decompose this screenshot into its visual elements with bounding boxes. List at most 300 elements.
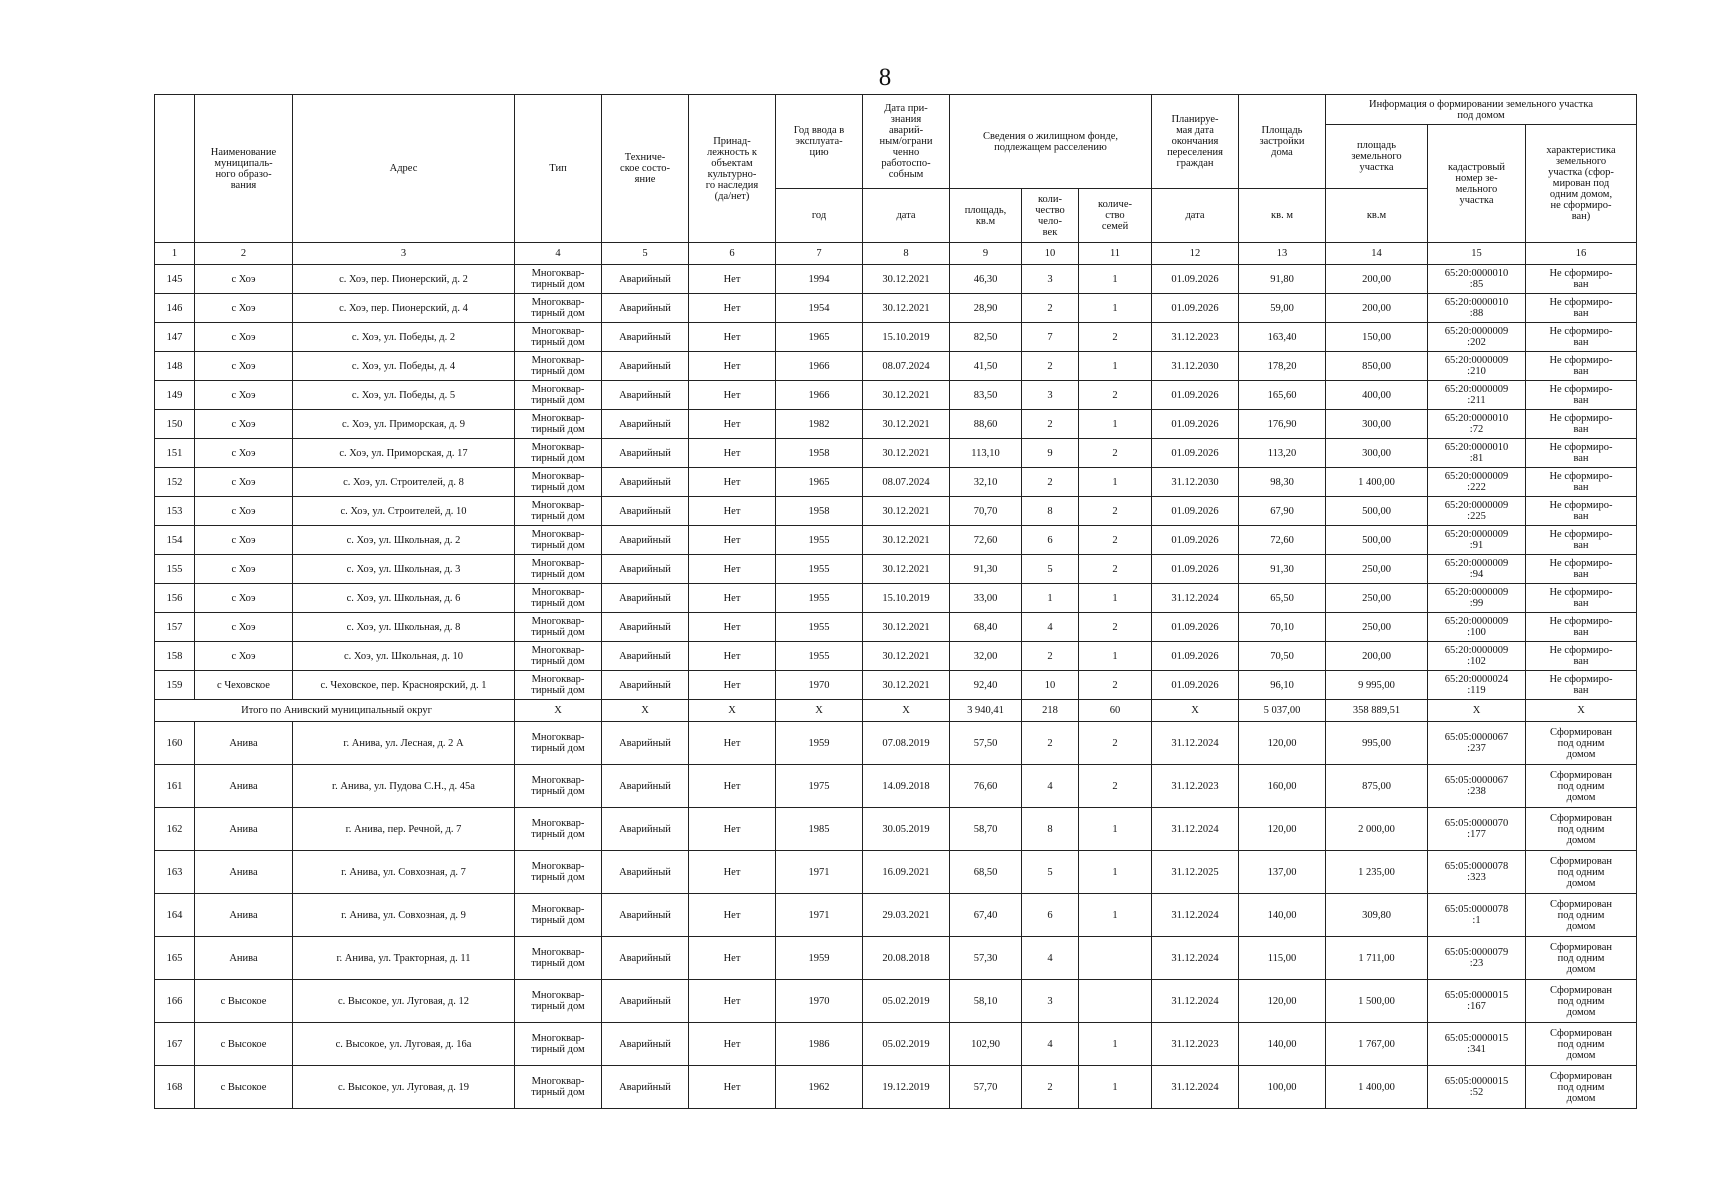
planned-date: 01.09.2026 (1152, 381, 1239, 410)
people-count: 2 (1022, 468, 1079, 497)
column-number: 6 (689, 243, 776, 265)
building-type: Многоквар- тирный дом (515, 1066, 602, 1109)
living-area: 28,90 (950, 294, 1022, 323)
people-count: 6 (1022, 526, 1079, 555)
heritage-flag: Нет (689, 937, 776, 980)
families-count: 1 (1079, 851, 1152, 894)
row-number: 157 (155, 613, 195, 642)
families-count (1079, 937, 1152, 980)
municipality: с Высокое (195, 1066, 293, 1109)
commission-year: 1955 (776, 642, 863, 671)
planned-date: 31.12.2024 (1152, 584, 1239, 613)
total-land-area: 358 889,51 (1326, 700, 1428, 722)
address: с. Чеховское, пер. Красноярский, д. 1 (293, 671, 515, 700)
people-count: 2 (1022, 1066, 1079, 1109)
building-type: Многоквар- тирный дом (515, 980, 602, 1023)
building-type: Многоквар- тирный дом (515, 808, 602, 851)
total-area: 3 940,41 (950, 700, 1022, 722)
column-number: 2 (195, 243, 293, 265)
table-row (155, 294, 1637, 323)
building-type: Многоквар- тирный дом (515, 381, 602, 410)
total-people: 218 (1022, 700, 1079, 722)
header-land-characteristic: характеристика земельного участка (сфор- мирован под одним домом, не сформиро- ван) (1526, 125, 1637, 243)
address: с. Хоэ, ул. Приморская, д. 17 (293, 439, 515, 468)
building-type: Многоквар- тирный дом (515, 613, 602, 642)
table-row (155, 613, 1637, 642)
municipality: с Высокое (195, 1023, 293, 1066)
emergency-date: 07.08.2019 (863, 722, 950, 765)
families-count: 2 (1079, 381, 1152, 410)
technical-state: Аварийный (602, 765, 689, 808)
people-count: 9 (1022, 439, 1079, 468)
cadastral-number: 65:05:0000015 :52 (1428, 1066, 1526, 1109)
building-area: 165,60 (1239, 381, 1326, 410)
emergency-date: 30.12.2021 (863, 526, 950, 555)
table-row (155, 526, 1637, 555)
building-area: 115,00 (1239, 937, 1326, 980)
header-type: Тип (515, 95, 602, 243)
building-area: 140,00 (1239, 1023, 1326, 1066)
technical-state: Аварийный (602, 439, 689, 468)
address: с. Хоэ, пер. Пионерский, д. 2 (293, 265, 515, 294)
land-area: 500,00 (1326, 497, 1428, 526)
land-status: Не сформиро- ван (1526, 613, 1637, 642)
address: с. Хоэ, ул. Победы, д. 4 (293, 352, 515, 381)
emergency-date: 15.10.2019 (863, 584, 950, 613)
building-type: Многоквар- тирный дом (515, 894, 602, 937)
row-number: 150 (155, 410, 195, 439)
living-area: 70,70 (950, 497, 1022, 526)
header-address: Адрес (293, 95, 515, 243)
families-count: 1 (1079, 894, 1152, 937)
municipality: Анива (195, 765, 293, 808)
land-area: 1 400,00 (1326, 1066, 1428, 1109)
people-count: 3 (1022, 265, 1079, 294)
table-row (155, 497, 1637, 526)
commission-year: 1959 (776, 937, 863, 980)
cadastral-number: 65:20:0000009 :91 (1428, 526, 1526, 555)
planned-date: 01.09.2026 (1152, 671, 1239, 700)
people-count: 2 (1022, 410, 1079, 439)
building-type: Многоквар- тирный дом (515, 851, 602, 894)
commission-year: 1962 (776, 1066, 863, 1109)
address: г. Анива, ул. Пудова С.Н., д. 45а (293, 765, 515, 808)
planned-date: 31.12.2023 (1152, 765, 1239, 808)
header-technical-state: Техниче- ское состо- яние (602, 95, 689, 243)
header-heritage: Принад- лежность к объектам культурно- го наследия (да/нет) (689, 95, 776, 243)
technical-state: Аварийный (602, 497, 689, 526)
cadastral-number: 65:20:0000009 :225 (1428, 497, 1526, 526)
column-number: 8 (863, 243, 950, 265)
heritage-flag: Нет (689, 851, 776, 894)
total-date: X (863, 700, 950, 722)
address: с. Хоэ, ул. Строителей, д. 10 (293, 497, 515, 526)
heritage-flag: Нет (689, 1066, 776, 1109)
planned-date: 31.12.2023 (1152, 1023, 1239, 1066)
row-number: 146 (155, 294, 195, 323)
land-area: 300,00 (1326, 439, 1428, 468)
total-status: X (1526, 700, 1637, 722)
commission-year: 1955 (776, 526, 863, 555)
municipality: с Хоэ (195, 439, 293, 468)
municipality: с Хоэ (195, 381, 293, 410)
cadastral-number: 65:20:0000010 :85 (1428, 265, 1526, 294)
heritage-flag: Нет (689, 894, 776, 937)
building-area: 137,00 (1239, 851, 1326, 894)
planned-date: 01.09.2026 (1152, 439, 1239, 468)
municipality: с Хоэ (195, 497, 293, 526)
commission-year: 1994 (776, 265, 863, 294)
address: г. Анива, ул. Тракторная, д. 11 (293, 937, 515, 980)
table-row (155, 851, 1637, 894)
technical-state: Аварийный (602, 323, 689, 352)
commission-year: 1955 (776, 555, 863, 584)
emergency-date: 08.07.2024 (863, 352, 950, 381)
unit-people: коли- чество чело- век (1022, 189, 1079, 243)
municipality: с Хоэ (195, 642, 293, 671)
building-area: 67,90 (1239, 497, 1326, 526)
land-status: Не сформиро- ван (1526, 323, 1637, 352)
families-count: 2 (1079, 671, 1152, 700)
cadastral-number: 65:20:0000009 :102 (1428, 642, 1526, 671)
header-housing-info: Сведения о жилищном фонде, подлежащем расселению (950, 95, 1152, 189)
unit-date: дата (863, 189, 950, 243)
land-status: Не сформиро- ван (1526, 439, 1637, 468)
land-area: 995,00 (1326, 722, 1428, 765)
living-area: 46,30 (950, 265, 1022, 294)
building-type: Многоквар- тирный дом (515, 642, 602, 671)
land-area: 875,00 (1326, 765, 1428, 808)
families-count: 2 (1079, 765, 1152, 808)
land-area: 500,00 (1326, 526, 1428, 555)
technical-state: Аварийный (602, 381, 689, 410)
emergency-date: 15.10.2019 (863, 323, 950, 352)
land-area: 250,00 (1326, 613, 1428, 642)
planned-date: 31.12.2024 (1152, 808, 1239, 851)
emergency-date: 14.09.2018 (863, 765, 950, 808)
commission-year: 1955 (776, 613, 863, 642)
land-area: 250,00 (1326, 555, 1428, 584)
building-area: 100,00 (1239, 1066, 1326, 1109)
land-status: Сформирован под одним домом (1526, 937, 1637, 980)
living-area: 57,30 (950, 937, 1022, 980)
building-type: Многоквар- тирный дом (515, 352, 602, 381)
families-count: 2 (1079, 555, 1152, 584)
total-building-area: 5 037,00 (1239, 700, 1326, 722)
address: г. Анива, ул. Лесная, д. 2 А (293, 722, 515, 765)
table-row (155, 1066, 1637, 1109)
land-area: 309,80 (1326, 894, 1428, 937)
address: с. Хоэ, ул. Победы, д. 2 (293, 323, 515, 352)
technical-state: Аварийный (602, 613, 689, 642)
living-area: 41,50 (950, 352, 1022, 381)
header-col-1 (155, 95, 195, 243)
building-area: 70,50 (1239, 642, 1326, 671)
header-building-area: Площадь застройки дома (1239, 95, 1326, 189)
total-type: X (515, 700, 602, 722)
land-status: Не сформиро- ван (1526, 642, 1637, 671)
living-area: 92,40 (950, 671, 1022, 700)
land-status: Сформирован под одним домом (1526, 1066, 1637, 1109)
table-row (155, 722, 1637, 765)
planned-date: 31.12.2024 (1152, 980, 1239, 1023)
building-type: Многоквар- тирный дом (515, 410, 602, 439)
unit-plan-date: дата (1152, 189, 1239, 243)
land-area: 200,00 (1326, 294, 1428, 323)
commission-year: 1970 (776, 671, 863, 700)
emergency-date: 30.12.2021 (863, 613, 950, 642)
land-status: Сформирован под одним домом (1526, 808, 1637, 851)
row-number: 161 (155, 765, 195, 808)
building-type: Многоквар- тирный дом (515, 722, 602, 765)
table-row (155, 410, 1637, 439)
cadastral-number: 65:05:0000015 :167 (1428, 980, 1526, 1023)
planned-date: 01.09.2026 (1152, 497, 1239, 526)
people-count: 4 (1022, 765, 1079, 808)
header-cadastral-number: кадастровый номер зе- мельного участка (1428, 125, 1526, 243)
planned-date: 31.12.2024 (1152, 894, 1239, 937)
table-header (155, 95, 1637, 243)
planned-date: 31.12.2030 (1152, 468, 1239, 497)
emergency-date: 30.12.2021 (863, 671, 950, 700)
people-count: 7 (1022, 323, 1079, 352)
address: с. Хоэ, ул. Школьная, д. 2 (293, 526, 515, 555)
heritage-flag: Нет (689, 526, 776, 555)
living-area: 58,10 (950, 980, 1022, 1023)
address: с. Высокое, ул. Луговая, д. 16а (293, 1023, 515, 1066)
emergency-date: 30.12.2021 (863, 497, 950, 526)
commission-year: 1954 (776, 294, 863, 323)
families-count: 2 (1079, 722, 1152, 765)
address: г. Анива, ул. Совхозная, д. 9 (293, 894, 515, 937)
technical-state: Аварийный (602, 937, 689, 980)
families-count (1079, 980, 1152, 1023)
people-count: 2 (1022, 722, 1079, 765)
families-count: 2 (1079, 497, 1152, 526)
building-area: 120,00 (1239, 722, 1326, 765)
people-count: 1 (1022, 584, 1079, 613)
land-status: Сформирован под одним домом (1526, 1023, 1637, 1066)
families-count: 1 (1079, 642, 1152, 671)
address: с. Хоэ, ул. Школьная, д. 10 (293, 642, 515, 671)
commission-year: 1955 (776, 584, 863, 613)
row-number: 149 (155, 381, 195, 410)
row-number: 165 (155, 937, 195, 980)
commission-year: 1986 (776, 1023, 863, 1066)
building-area: 72,60 (1239, 526, 1326, 555)
column-number: 10 (1022, 243, 1079, 265)
header-commission-year: Год ввода в эксплуата- цию (776, 95, 863, 189)
total-heritage: X (689, 700, 776, 722)
municipality: Анива (195, 722, 293, 765)
commission-year: 1975 (776, 765, 863, 808)
building-area: 113,20 (1239, 439, 1326, 468)
technical-state: Аварийный (602, 980, 689, 1023)
building-area: 120,00 (1239, 808, 1326, 851)
living-area: 33,00 (950, 584, 1022, 613)
building-area: 65,50 (1239, 584, 1326, 613)
municipality: с Хоэ (195, 323, 293, 352)
municipality: Анива (195, 851, 293, 894)
people-count: 2 (1022, 294, 1079, 323)
commission-year: 1970 (776, 980, 863, 1023)
planned-date: 01.09.2026 (1152, 526, 1239, 555)
heritage-flag: Нет (689, 613, 776, 642)
cadastral-number: 65:20:0000024 :119 (1428, 671, 1526, 700)
column-number-row (155, 243, 1637, 265)
column-number: 9 (950, 243, 1022, 265)
emergency-date: 05.02.2019 (863, 1023, 950, 1066)
unit-sq-m: кв. м (1239, 189, 1326, 243)
address: с. Хоэ, ул. Школьная, д. 8 (293, 613, 515, 642)
planned-date: 31.12.2024 (1152, 722, 1239, 765)
building-area: 163,40 (1239, 323, 1326, 352)
table-row (155, 439, 1637, 468)
column-number: 3 (293, 243, 515, 265)
families-count: 1 (1079, 1023, 1152, 1066)
people-count: 8 (1022, 497, 1079, 526)
building-area: 178,20 (1239, 352, 1326, 381)
building-type: Многоквар- тирный дом (515, 765, 602, 808)
commission-year: 1966 (776, 352, 863, 381)
column-number: 16 (1526, 243, 1637, 265)
building-type: Многоквар- тирный дом (515, 555, 602, 584)
row-number: 166 (155, 980, 195, 1023)
land-area: 850,00 (1326, 352, 1428, 381)
land-area: 300,00 (1326, 410, 1428, 439)
building-area: 91,30 (1239, 555, 1326, 584)
technical-state: Аварийный (602, 671, 689, 700)
row-number: 167 (155, 1023, 195, 1066)
unit-land-sq-m: кв.м (1326, 189, 1428, 243)
building-type: Многоквар- тирный дом (515, 468, 602, 497)
municipality: с Хоэ (195, 410, 293, 439)
land-status: Не сформиро- ван (1526, 265, 1637, 294)
land-status: Не сформиро- ван (1526, 526, 1637, 555)
land-area: 250,00 (1326, 584, 1428, 613)
technical-state: Аварийный (602, 584, 689, 613)
table-row (155, 671, 1637, 700)
technical-state: Аварийный (602, 642, 689, 671)
heritage-flag: Нет (689, 294, 776, 323)
cadastral-number: 65:05:0000067 :238 (1428, 765, 1526, 808)
building-type: Многоквар- тирный дом (515, 439, 602, 468)
unit-area: площадь, кв.м (950, 189, 1022, 243)
emergency-date: 30.12.2021 (863, 294, 950, 323)
cadastral-number: 65:05:0000015 :341 (1428, 1023, 1526, 1066)
cadastral-number: 65:20:0000009 :99 (1428, 584, 1526, 613)
land-area: 9 995,00 (1326, 671, 1428, 700)
emergency-date: 19.12.2019 (863, 1066, 950, 1109)
municipality: с Хоэ (195, 294, 293, 323)
families-count: 2 (1079, 526, 1152, 555)
building-area: 176,90 (1239, 410, 1326, 439)
table-row (155, 980, 1637, 1023)
table-row (155, 642, 1637, 671)
unit-year: год (776, 189, 863, 243)
commission-year: 1966 (776, 381, 863, 410)
land-status: Не сформиро- ван (1526, 497, 1637, 526)
total-label: Итого по Анивский муниципальный округ (155, 700, 515, 722)
column-number: 13 (1239, 243, 1326, 265)
table-row (155, 937, 1637, 980)
table-row (155, 894, 1637, 937)
table-row (155, 323, 1637, 352)
municipality: с Высокое (195, 980, 293, 1023)
unit-families: количе- ство семей (1079, 189, 1152, 243)
row-number: 156 (155, 584, 195, 613)
land-status: Сформирован под одним домом (1526, 722, 1637, 765)
total-cadastral: X (1428, 700, 1526, 722)
row-number: 163 (155, 851, 195, 894)
people-count: 2 (1022, 352, 1079, 381)
cadastral-number: 65:05:0000078 :1 (1428, 894, 1526, 937)
land-status: Не сформиро- ван (1526, 584, 1637, 613)
column-number: 7 (776, 243, 863, 265)
municipality: с Хоэ (195, 265, 293, 294)
living-area: 88,60 (950, 410, 1022, 439)
table-row (155, 808, 1637, 851)
row-number: 162 (155, 808, 195, 851)
row-number: 160 (155, 722, 195, 765)
technical-state: Аварийный (602, 294, 689, 323)
column-number: 15 (1428, 243, 1526, 265)
column-number: 5 (602, 243, 689, 265)
address: с. Хоэ, ул. Школьная, д. 6 (293, 584, 515, 613)
emergency-date: 05.02.2019 (863, 980, 950, 1023)
families-count: 1 (1079, 584, 1152, 613)
living-area: 68,50 (950, 851, 1022, 894)
heritage-flag: Нет (689, 555, 776, 584)
land-status: Сформирован под одним домом (1526, 851, 1637, 894)
technical-state: Аварийный (602, 265, 689, 294)
land-area: 1 235,00 (1326, 851, 1428, 894)
cadastral-number: 65:05:0000070 :177 (1428, 808, 1526, 851)
row-number: 164 (155, 894, 195, 937)
address: с. Хоэ, пер. Пионерский, д. 4 (293, 294, 515, 323)
technical-state: Аварийный (602, 1023, 689, 1066)
heritage-flag: Нет (689, 265, 776, 294)
municipality: с Хоэ (195, 613, 293, 642)
living-area: 68,40 (950, 613, 1022, 642)
planned-date: 31.12.2025 (1152, 851, 1239, 894)
families-count: 1 (1079, 352, 1152, 381)
land-area: 1 711,00 (1326, 937, 1428, 980)
planned-date: 01.09.2026 (1152, 613, 1239, 642)
building-type: Многоквар- тирный дом (515, 1023, 602, 1066)
emergency-date: 30.12.2021 (863, 439, 950, 468)
people-count: 6 (1022, 894, 1079, 937)
total-year: X (776, 700, 863, 722)
planned-date: 01.09.2026 (1152, 265, 1239, 294)
column-number: 4 (515, 243, 602, 265)
living-area: 102,90 (950, 1023, 1022, 1066)
land-status: Не сформиро- ван (1526, 294, 1637, 323)
people-count: 5 (1022, 555, 1079, 584)
building-area: 98,30 (1239, 468, 1326, 497)
people-count: 3 (1022, 381, 1079, 410)
cadastral-number: 65:20:0000009 :222 (1428, 468, 1526, 497)
emergency-date: 08.07.2024 (863, 468, 950, 497)
row-number: 153 (155, 497, 195, 526)
emergency-date: 20.08.2018 (863, 937, 950, 980)
families-count: 1 (1079, 808, 1152, 851)
address: с. Хоэ, ул. Победы, д. 5 (293, 381, 515, 410)
commission-year: 1965 (776, 468, 863, 497)
heritage-flag: Нет (689, 352, 776, 381)
municipality: с Хоэ (195, 555, 293, 584)
row-number: 158 (155, 642, 195, 671)
